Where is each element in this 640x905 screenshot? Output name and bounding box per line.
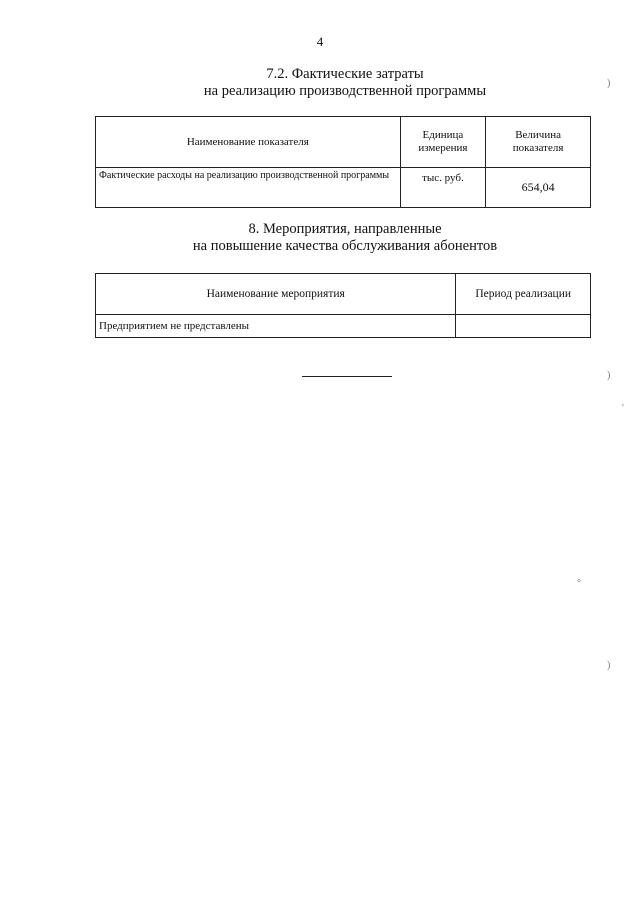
section-8-title-line2: на повышение качества обслуживания абонентов <box>192 238 498 254</box>
table-row <box>96 168 591 208</box>
header-measure-name: Наименование мероприятия <box>96 274 456 315</box>
scan-artifact-mark: ) <box>607 660 611 671</box>
table-header-row <box>96 274 591 315</box>
section-8-title <box>95 221 595 255</box>
cell-unit: тыс. руб. <box>400 168 486 208</box>
table-row <box>96 315 591 338</box>
page-number: 4 <box>316 34 324 49</box>
section-7-2-title-line1: 7.2. Фактические затраты <box>266 66 424 82</box>
cell-value: 654,04 <box>486 168 591 208</box>
cell-measure-name: Предприятием не представлены <box>96 315 456 338</box>
cell-period <box>456 315 591 338</box>
scan-artifact-mark: ) <box>607 78 611 89</box>
section-7-2-title-line2: на реализацию производственной программы <box>203 83 487 99</box>
section-8-title-line1: 8. Мероприятия, направленные <box>248 221 442 237</box>
end-divider-line <box>302 376 392 377</box>
measures-table <box>95 273 591 338</box>
cell-indicator-name: Фактические расходы на реализацию производственной программы <box>96 168 401 208</box>
scan-artifact-mark: ) <box>607 370 611 381</box>
actual-costs-table <box>95 116 591 208</box>
scan-artifact-mark: ' <box>622 403 624 414</box>
scan-artifact-mark: ° <box>577 578 581 589</box>
header-period: Период реализации <box>456 274 591 315</box>
header-value: Величина показателя <box>486 117 591 168</box>
section-7-2-title <box>95 66 595 100</box>
table-header-row <box>96 117 591 168</box>
header-indicator-name: Наименование показателя <box>96 117 401 168</box>
header-unit: Единица измерения <box>400 117 486 168</box>
